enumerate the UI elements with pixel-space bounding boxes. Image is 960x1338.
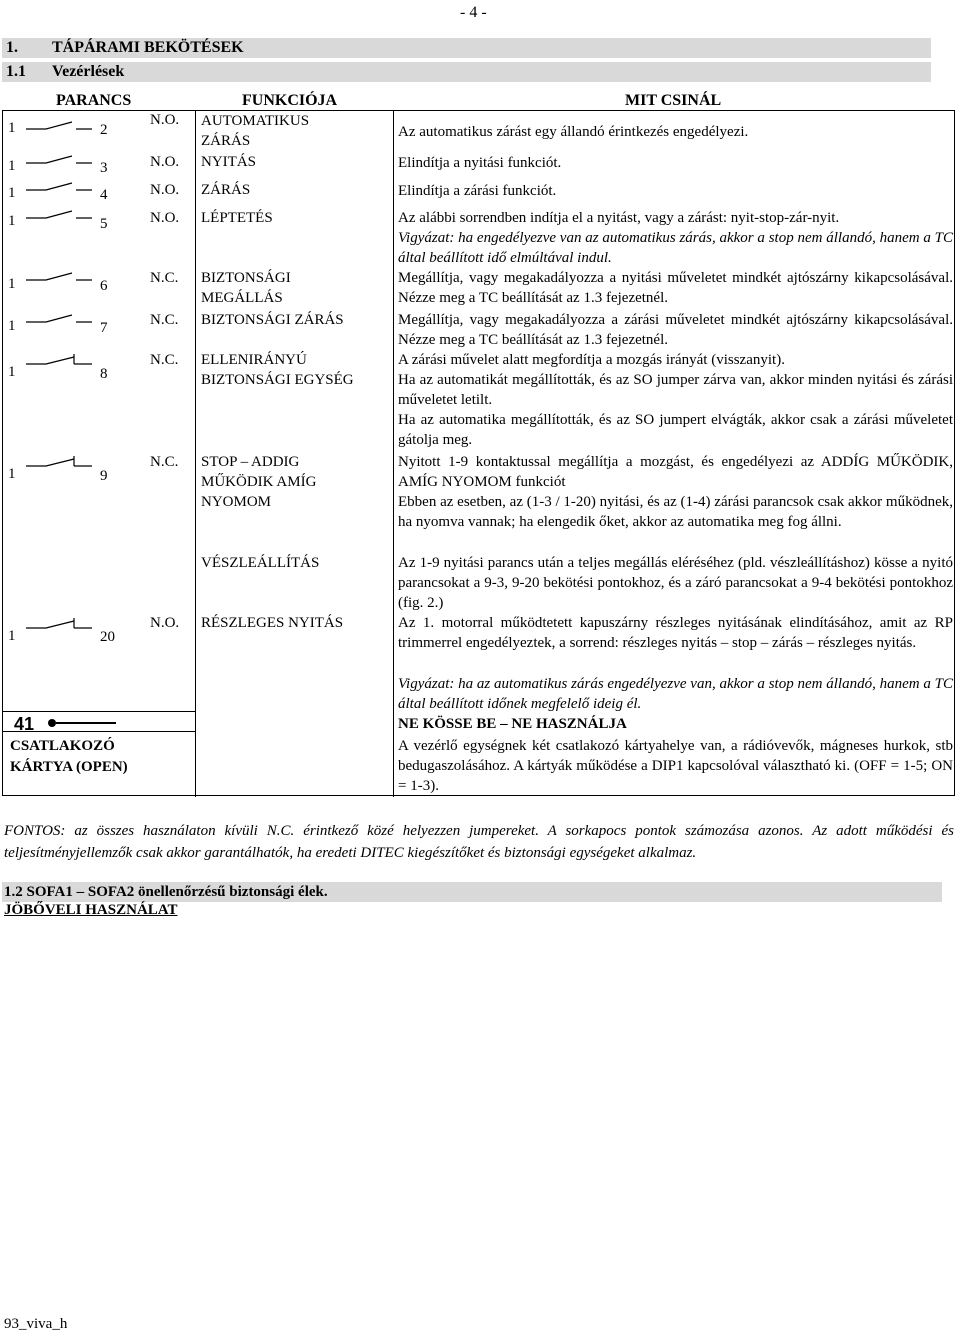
subsection-heading (2, 62, 931, 82)
no-switch-icon (24, 153, 94, 167)
description: Nyitott 1-9 kontaktussal megállítja a mozgást, és engedélyezi az ADDÍG MŰKÖDIK, AMÍG NYOMOM funkciót (398, 454, 953, 490)
function-name: STOP – ADDIG (201, 454, 300, 470)
section-heading (2, 38, 931, 58)
contact-type: N.O. (150, 615, 180, 631)
header-action: MIT CSINÁL (625, 92, 722, 109)
description: Ha az automatikát megállították, és az SO jumper zárva van, akkor minden nyitási és zárási műveletet letilt. (398, 372, 953, 408)
description: Az automatikus zárást egy állandó érintkezés engedélyezi. (398, 124, 749, 140)
nc-switch-icon (24, 616, 94, 632)
function-name: NYOMOM (201, 494, 272, 510)
description: Az alábbi sorrendben indítja el a nyitást, vagy a zárást: nyit-stop-zár-nyit. (398, 210, 840, 226)
contact-type: N.C. (150, 454, 179, 470)
document-id: 93_viva_h (4, 1316, 68, 1332)
terminal-from: 1 (8, 120, 16, 136)
description: Megállítja, vagy megakadályozza a zárási műveletet mindkét ajtószárny kikapcsolásával. Nézze meg a TC beállítását az 1.3 fejezetnél. (398, 312, 953, 348)
function-name: ZÁRÁS (201, 133, 251, 149)
header-command: PARANCS (56, 92, 132, 109)
description: Megállítja, vagy megakadályozza a nyitási műveletet mindkét ajtószárny kikapcsolásával. Nézze meg a TC beállítását az 1.3 fejezetnél. (398, 270, 953, 306)
description: Elindítja a nyitási funkciót. (398, 155, 562, 171)
function-name: NYITÁS (201, 154, 256, 170)
terminal-from: 1 (8, 628, 16, 644)
terminal-to: 4 (100, 187, 108, 203)
contact-type: N.O. (150, 154, 180, 170)
terminal-from: 1 (8, 364, 16, 380)
no-switch-icon (24, 180, 94, 194)
function-name: MŰKÖDIK AMÍG (201, 474, 317, 490)
function-name: LÉPTETÉS (201, 210, 273, 226)
terminal-from: 1 (8, 318, 16, 334)
terminal-to: 5 (100, 216, 108, 232)
contact-type: N.C. (150, 270, 179, 286)
terminal-to: 3 (100, 160, 108, 176)
function-name: RÉSZLEGES NYITÁS (201, 615, 344, 631)
nc-switch-icon (24, 352, 94, 368)
footnote: FONTOS: az összes használaton kívüli N.C. érintkező közé helyezzen jumpereket. A sorkapocs pontok számozása azonos. Az adott működési és teljesítményjellemzők csak akkor garantálhatók, ha eredeti DITEC kiegészítőket és biztonsági egységeket alkalmaz. (4, 823, 954, 861)
description: Az 1-9 nyitási parancs után a teljes megállás eléréséhez (pld. vészleállításhoz) kösse a nyitó parancsokat a 9-3, 9-20 bekötési pontokhoz, és a záró parancsokat a 9-4 bekötési pontokhoz (fig. 2.) (398, 555, 953, 611)
terminal-to: 7 (100, 320, 108, 336)
terminal-from: 1 (8, 466, 16, 482)
contact-type: N.C. (150, 352, 179, 368)
terminal-to: 9 (100, 468, 108, 484)
function-name: BIZTONSÁGI EGYSÉG (201, 372, 354, 388)
terminal-to: 6 (100, 278, 108, 294)
column-divider (393, 111, 394, 797)
header-function: FUNKCIÓJA (242, 92, 338, 109)
terminal-41: 41 (14, 714, 35, 734)
page-number: - 4 - (460, 4, 487, 21)
description: A zárási művelet alatt megfordítja a mozgás irányát (visszanyit). (398, 352, 785, 368)
terminal-from: 1 (8, 158, 16, 174)
section-title: TÁPÁRAMI BEKÖTÉSEK (52, 39, 244, 56)
function-name: BIZTONSÁGI ZÁRÁS (201, 312, 344, 328)
terminal-to: 2 (100, 122, 108, 138)
section-number: 1. (6, 39, 18, 56)
no-switch-icon (24, 119, 94, 133)
subsection-title: Vezérlések (52, 63, 125, 80)
description: Elindítja a zárási funkciót. (398, 183, 557, 199)
terminal-41-symbol (46, 716, 118, 730)
function-name: BIZTONSÁGI (201, 270, 291, 286)
function-name: VÉSZLEÁLLÍTÁS (201, 555, 320, 571)
description: Ebben az esetben, az (1-3 / 1-20) nyitási, és az (1-4) zárási parancsok csak akkor működnek, ha nyomva vannak; ha elengedik őket, akkor az automatika meg fog állni. (398, 494, 953, 530)
description: Az 1. motorral működtetett kapuszárny részleges nyitásának elindításához, amit az RP trimmerrel engedélyeztek, a sorrend: részleges nyitás – stop – zárás – részleges nyitás. (398, 615, 953, 651)
function-name: MEGÁLLÁS (201, 290, 283, 306)
connector-card-label-2: KÁRTYA (OPEN) (10, 759, 128, 775)
function-name: ZÁRÁS (201, 182, 251, 198)
contact-type: N.O. (150, 112, 180, 128)
row-divider (3, 711, 195, 712)
contact-type: N.O. (150, 210, 180, 226)
terminal-to: 20 (100, 629, 115, 645)
function-name: AUTOMATIKUS (201, 113, 310, 129)
description: NE KÖSSE BE – NE HASZNÁLJA (398, 716, 627, 732)
connector-card-label-1: CSATLAKOZÓ (10, 738, 115, 754)
terminal-from: 1 (8, 185, 16, 201)
no-switch-icon (24, 312, 94, 326)
nc-switch-icon (24, 454, 94, 470)
contact-type: N.C. (150, 312, 179, 328)
description: Ha az automatika megállították, és az SO jumpert elvágták, akkor csak a zárási műveletet gátolja meg. (398, 412, 953, 448)
no-switch-icon (24, 270, 94, 284)
terminal-from: 1 (8, 276, 16, 292)
section2-heading: 1.2 SOFA1 – SOFA2 önellenőrzésű biztonsági élek. (2, 882, 942, 902)
subsection-number: 1.1 (6, 63, 26, 80)
terminal-to: 8 (100, 366, 108, 382)
no-switch-icon (24, 208, 94, 222)
warning-note: Vigyázat: ha az automatikus zárás engedélyezve van, akkor a stop nem állandó, hanem a TC által beállított időnek megfelelő ideig él. (398, 676, 953, 712)
function-name: ELLENIRÁNYÚ (201, 352, 307, 368)
terminal-from: 1 (8, 213, 16, 229)
description: A vezérlő egységnek két csatlakozó kártyahelye van, a rádióvevők, mágneses hurkok, stb bedugaszolásához. A kártyák működése a DIP1 kapcsolóval választható ki. (OFF = 1-5; ON = 1-3). (398, 738, 953, 794)
column-divider (195, 111, 196, 797)
warning-note: Vigyázat: ha engedélyezve van az automatikus zárás, akkor a stop nem állandó, hanem a TC által beállított idő elmúltával indul. (398, 230, 953, 266)
contact-type: N.O. (150, 182, 180, 198)
section2-subheading: JÖBŐVELI HASZNÁLAT (4, 902, 178, 918)
